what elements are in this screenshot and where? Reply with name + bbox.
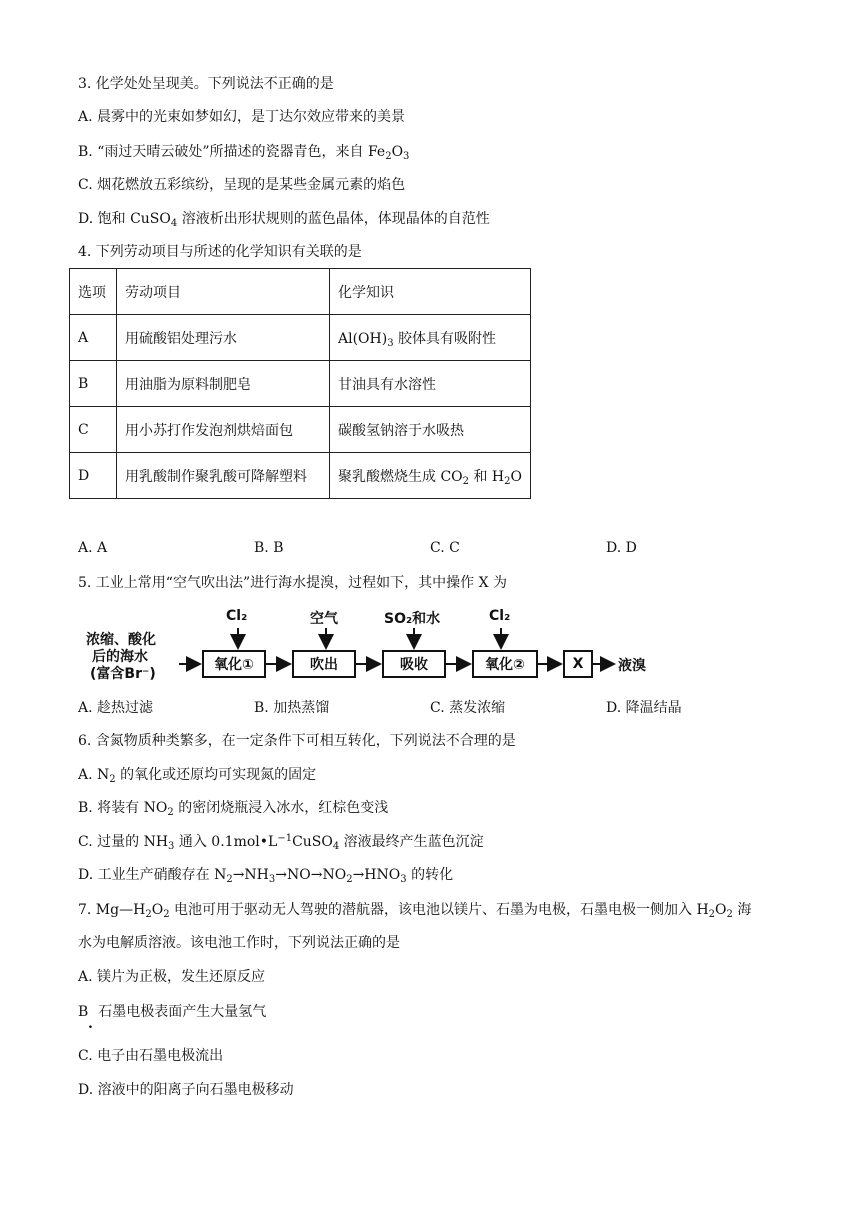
row-item: 用硫酸铝处理污水: [117, 315, 330, 361]
row-option: C: [70, 407, 117, 453]
row-option: B: [70, 361, 117, 407]
row-option: D: [70, 453, 117, 499]
q6-option-a: A. $N_2$ 的氧化或还原均可实现氮的固定: [78, 767, 317, 785]
flow-end-label: 液溴: [618, 658, 646, 674]
row-knowledge: 聚乳酸燃烧生成 $CO_2$ 和 $H_2O$: [330, 453, 531, 499]
q6-option-c: C. 过量的 $NH_3$ 通入 $0.1mol•L^{-1}CuSO_4$ 溶液最终产生蓝色沉淀: [78, 833, 484, 852]
flow-top-cl2-2: Cl₂: [489, 608, 511, 624]
q7-option-b-dot: .: [88, 1016, 93, 1032]
bromine-flow-diagram: [86, 606, 666, 688]
flow-start-label: 浓缩、酸化 后的海水 (富含Br⁻): [86, 632, 156, 682]
q3-option-c: C. 烟花燃放五彩缤纷，呈现的是某些金属元素的焰色: [78, 177, 406, 193]
row-knowledge: 碳酸氢钠溶于水吸热: [330, 407, 531, 453]
q6-stem: 6. 含氮物质种类繁多，在一定条件下可相互转化，下列说法不合理的是: [78, 733, 516, 749]
table-row: [70, 361, 531, 407]
q7-option-c: C. 电子由石墨电极流出: [78, 1048, 224, 1064]
table-row: [70, 315, 531, 361]
table-header-row: [70, 269, 531, 315]
flow-box-x: X: [563, 650, 593, 678]
q6-option-d: D. 工业生产硝酸存在 $N_2\to NH_3\to NO\to NO_2\to HNO_3$ 的转化: [78, 867, 454, 885]
q5-option-b: B. 加热蒸馏: [254, 700, 330, 716]
row-knowledge: 甘油具有水溶性: [330, 361, 531, 407]
row-knowledge: $Al(OH)_3$ 胶体具有吸附性: [330, 315, 531, 361]
flow-top-cl2-1: Cl₂: [226, 608, 248, 624]
q4-option-b: B. B: [254, 540, 284, 556]
flow-box-oxidation-2: 氧化②: [472, 650, 538, 678]
table-row: [70, 407, 531, 453]
flow-box-oxidation-1: 氧化①: [202, 650, 266, 678]
header-chem-knowledge: 化学知识: [330, 269, 531, 315]
q7-stem-line2: 水为电解质溶液。该电池工作时，下列说法正确的是: [78, 935, 400, 951]
q7-option-d: D. 溶液中的阳离子向石墨电极移动: [78, 1082, 294, 1098]
q5-option-a: A. 趁热过滤: [78, 700, 154, 716]
flow-box-absorb: 吸收: [382, 650, 446, 678]
q3-option-d: D. 饱和 CuSO$_4$ 溶液析出形状规则的蓝色晶体，体现晶体的自范性: [78, 211, 490, 229]
q4-option-d: D. D: [606, 540, 637, 556]
q7-option-b: B 石墨电极表面产生大量氢气: [78, 1004, 267, 1020]
q7-stem-line1: 7. $Mg—H_2O_2$ 电池可用于驱动无人驾驶的潜航器，该电池以镁片、石墨为电极，石墨电极一侧加入 $H_2O_2$ 海: [78, 902, 752, 920]
flow-top-air: 空气: [310, 611, 338, 627]
q4-option-a: A. A: [78, 540, 108, 556]
flow-top-so2-water: SO₂和水: [384, 611, 441, 627]
header-option: 选项: [70, 269, 117, 315]
q5-stem: 5. 工业上常用“空气吹出法”进行海水提溴，过程如下，其中操作 X 为: [78, 575, 507, 591]
q5-option-d: D. 降温结晶: [606, 700, 682, 716]
q7-option-a: A. 镁片为正极，发生还原反应: [78, 969, 266, 985]
row-item: 用油脂为原料制肥皂: [117, 361, 330, 407]
q4-stem: 4. 下列劳动项目与所述的化学知识有关联的是: [78, 244, 362, 260]
flow-box-blow-out: 吹出: [292, 650, 356, 678]
row-option: A: [70, 315, 117, 361]
q6-option-b: B. 将装有 $NO_2$ 的密闭烧瓶浸入冰水，红棕色变浅: [78, 800, 389, 818]
q4-option-c: C. C: [430, 540, 460, 556]
q5-option-c: C. 蒸发浓缩: [430, 700, 506, 716]
table-row: [70, 453, 531, 499]
row-item: 用乳酸制作聚乳酸可降解塑料: [117, 453, 330, 499]
row-item: 用小苏打作发泡剂烘焙面包: [117, 407, 330, 453]
q4-table: [69, 268, 531, 499]
q3-option-a: A. 晨雾中的光束如梦如幻，是丁达尔效应带来的美景: [78, 109, 406, 125]
header-labor-item: 劳动项目: [117, 269, 330, 315]
q3-stem: 3. 化学处处呈现美。下列说法不正确的是: [78, 76, 334, 92]
q3-option-b: B. “雨过天晴云破处”所描述的瓷器青色，来自 $Fe_2O_3$: [78, 144, 410, 162]
